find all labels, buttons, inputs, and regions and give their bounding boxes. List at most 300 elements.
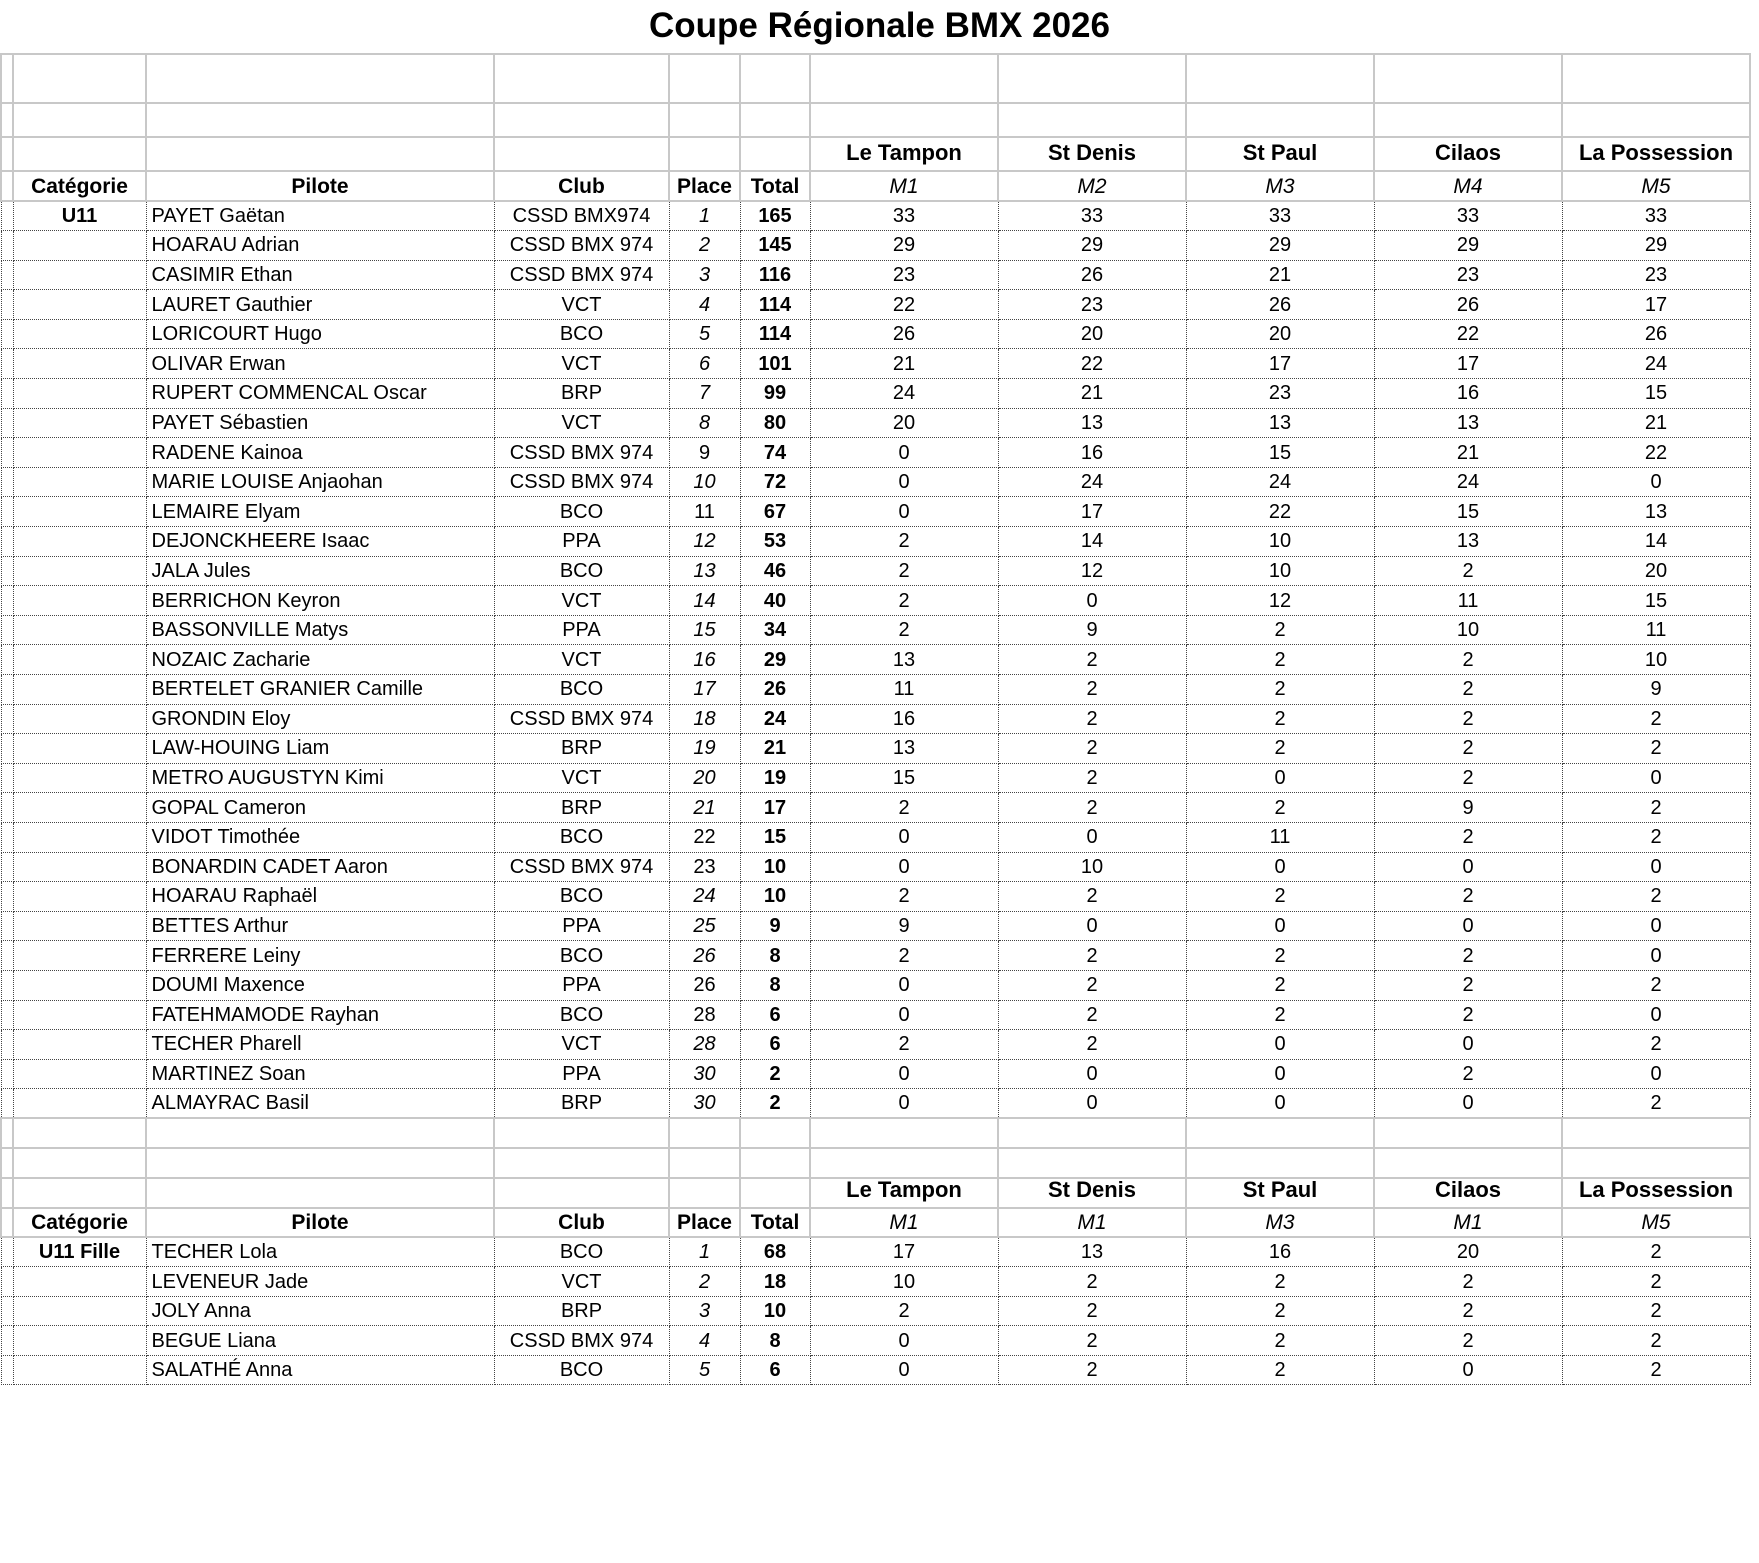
- score-cell[interactable]: 10: [998, 852, 1186, 882]
- score-cell[interactable]: 2: [810, 941, 998, 971]
- place-cell[interactable]: 19: [669, 734, 740, 764]
- score-cell[interactable]: 0: [1374, 1030, 1562, 1060]
- score-cell[interactable]: 2: [1374, 941, 1562, 971]
- category-cell[interactable]: [13, 734, 146, 764]
- score-cell[interactable]: 2: [1186, 1267, 1374, 1297]
- club-cell[interactable]: BCO: [494, 1355, 669, 1385]
- empty-cell[interactable]: [494, 137, 669, 171]
- pilot-cell[interactable]: MARIE LOUISE Anjaohan: [146, 467, 494, 497]
- score-cell[interactable]: 2: [1562, 970, 1750, 1000]
- score-cell[interactable]: 2: [1186, 882, 1374, 912]
- empty-cell[interactable]: [740, 1118, 810, 1148]
- score-cell[interactable]: 23: [1562, 260, 1750, 290]
- place-cell[interactable]: 15: [669, 615, 740, 645]
- score-cell[interactable]: 21: [1562, 408, 1750, 438]
- score-cell[interactable]: 21: [1186, 260, 1374, 290]
- place-cell[interactable]: 20: [669, 763, 740, 793]
- venue-header[interactable]: Le Tampon: [810, 1178, 998, 1208]
- score-cell[interactable]: 33: [1186, 201, 1374, 231]
- place-cell[interactable]: 4: [669, 290, 740, 320]
- score-cell[interactable]: 24: [1374, 467, 1562, 497]
- club-cell[interactable]: BCO: [494, 941, 669, 971]
- header-club[interactable]: Club: [494, 171, 669, 201]
- club-cell[interactable]: BRP: [494, 1089, 669, 1119]
- empty-cell[interactable]: [1, 408, 13, 438]
- pilot-cell[interactable]: GOPAL Cameron: [146, 793, 494, 823]
- category-cell[interactable]: [13, 260, 146, 290]
- score-cell[interactable]: 2: [998, 941, 1186, 971]
- empty-cell[interactable]: [146, 1178, 494, 1208]
- total-cell[interactable]: 68: [740, 1237, 810, 1267]
- total-cell[interactable]: 8: [740, 1326, 810, 1356]
- score-cell[interactable]: 2: [998, 1326, 1186, 1356]
- pilot-cell[interactable]: MARTINEZ Soan: [146, 1059, 494, 1089]
- empty-cell[interactable]: [1, 1148, 13, 1178]
- score-cell[interactable]: 2: [998, 1000, 1186, 1030]
- category-cell[interactable]: [13, 1089, 146, 1119]
- score-cell[interactable]: 2: [1562, 822, 1750, 852]
- score-cell[interactable]: 26: [1374, 290, 1562, 320]
- score-cell[interactable]: 9: [998, 615, 1186, 645]
- score-cell[interactable]: 2: [1374, 1326, 1562, 1356]
- empty-cell[interactable]: [1, 54, 13, 103]
- place-cell[interactable]: 12: [669, 527, 740, 557]
- empty-cell[interactable]: [810, 103, 998, 137]
- empty-cell[interactable]: [1374, 1118, 1562, 1148]
- score-cell[interactable]: 0: [1186, 763, 1374, 793]
- category-cell[interactable]: [13, 231, 146, 261]
- venue-header[interactable]: Le Tampon: [810, 137, 998, 171]
- score-cell[interactable]: 2: [1374, 882, 1562, 912]
- pilot-cell[interactable]: CASIMIR Ethan: [146, 260, 494, 290]
- score-cell[interactable]: 13: [998, 1237, 1186, 1267]
- club-cell[interactable]: PPA: [494, 615, 669, 645]
- empty-cell[interactable]: [1, 704, 13, 734]
- pilot-cell[interactable]: HOARAU Adrian: [146, 231, 494, 261]
- club-cell[interactable]: VCT: [494, 349, 669, 379]
- score-cell[interactable]: 2: [1186, 970, 1374, 1000]
- category-cell[interactable]: [13, 941, 146, 971]
- empty-cell[interactable]: [1, 1296, 13, 1326]
- empty-cell[interactable]: [1, 467, 13, 497]
- score-cell[interactable]: 0: [1186, 1059, 1374, 1089]
- club-cell[interactable]: PPA: [494, 911, 669, 941]
- score-cell[interactable]: 2: [1186, 1355, 1374, 1385]
- total-cell[interactable]: 53: [740, 527, 810, 557]
- empty-cell[interactable]: [998, 1118, 1186, 1148]
- score-cell[interactable]: 2: [1562, 793, 1750, 823]
- header-categorie[interactable]: Catégorie: [13, 1208, 146, 1237]
- empty-cell[interactable]: [1562, 103, 1750, 137]
- venue-header[interactable]: St Paul: [1186, 1178, 1374, 1208]
- pilot-cell[interactable]: FERRERE Leiny: [146, 941, 494, 971]
- score-cell[interactable]: 2: [1562, 882, 1750, 912]
- empty-cell[interactable]: [810, 1118, 998, 1148]
- total-cell[interactable]: 6: [740, 1030, 810, 1060]
- score-cell[interactable]: 0: [1374, 1089, 1562, 1119]
- pilot-cell[interactable]: JOLY Anna: [146, 1296, 494, 1326]
- club-cell[interactable]: BRP: [494, 1296, 669, 1326]
- score-cell[interactable]: 17: [1186, 349, 1374, 379]
- manche-header[interactable]: M1: [1374, 1208, 1562, 1237]
- empty-cell[interactable]: [494, 103, 669, 137]
- empty-cell[interactable]: [494, 1148, 669, 1178]
- category-cell[interactable]: [13, 911, 146, 941]
- score-cell[interactable]: 2: [998, 1296, 1186, 1326]
- header-place[interactable]: Place: [669, 171, 740, 201]
- empty-cell[interactable]: [1, 1059, 13, 1089]
- empty-cell[interactable]: [1562, 1118, 1750, 1148]
- manche-header[interactable]: M1: [810, 171, 998, 201]
- score-cell[interactable]: 2: [998, 793, 1186, 823]
- score-cell[interactable]: 2: [1186, 615, 1374, 645]
- score-cell[interactable]: 0: [810, 970, 998, 1000]
- category-cell[interactable]: [13, 467, 146, 497]
- pilot-cell[interactable]: BETTES Arthur: [146, 911, 494, 941]
- pilot-cell[interactable]: NOZAIC Zacharie: [146, 645, 494, 675]
- score-cell[interactable]: 23: [1374, 260, 1562, 290]
- category-cell[interactable]: [13, 1059, 146, 1089]
- category-cell[interactable]: [13, 822, 146, 852]
- empty-cell[interactable]: [1, 103, 13, 137]
- score-cell[interactable]: 2: [1374, 1296, 1562, 1326]
- empty-cell[interactable]: [1, 852, 13, 882]
- score-cell[interactable]: 0: [998, 1059, 1186, 1089]
- empty-cell[interactable]: [1, 319, 13, 349]
- club-cell[interactable]: BCO: [494, 497, 669, 527]
- header-club[interactable]: Club: [494, 1208, 669, 1237]
- empty-cell[interactable]: [1, 260, 13, 290]
- score-cell[interactable]: 23: [810, 260, 998, 290]
- empty-cell[interactable]: [1, 290, 13, 320]
- score-cell[interactable]: 0: [998, 1089, 1186, 1119]
- category-cell[interactable]: [13, 438, 146, 468]
- manche-header[interactable]: M5: [1562, 1208, 1750, 1237]
- category-cell[interactable]: [13, 970, 146, 1000]
- category-cell[interactable]: [13, 1355, 146, 1385]
- pilot-cell[interactable]: BONARDIN CADET Aaron: [146, 852, 494, 882]
- total-cell[interactable]: 29: [740, 645, 810, 675]
- place-cell[interactable]: 2: [669, 1267, 740, 1297]
- category-cell[interactable]: [13, 615, 146, 645]
- total-cell[interactable]: 17: [740, 793, 810, 823]
- empty-cell[interactable]: [1, 231, 13, 261]
- club-cell[interactable]: CSSD BMX 974: [494, 438, 669, 468]
- empty-cell[interactable]: [669, 137, 740, 171]
- empty-cell[interactable]: [1, 1178, 13, 1208]
- empty-cell[interactable]: [1, 438, 13, 468]
- score-cell[interactable]: 15: [1374, 497, 1562, 527]
- empty-cell[interactable]: [1, 1089, 13, 1119]
- empty-cell[interactable]: [494, 1178, 669, 1208]
- score-cell[interactable]: 10: [1562, 645, 1750, 675]
- club-cell[interactable]: VCT: [494, 763, 669, 793]
- score-cell[interactable]: 11: [810, 675, 998, 705]
- club-cell[interactable]: BRP: [494, 734, 669, 764]
- total-cell[interactable]: 114: [740, 319, 810, 349]
- category-cell[interactable]: [13, 379, 146, 409]
- score-cell[interactable]: 0: [1374, 1355, 1562, 1385]
- empty-cell[interactable]: [13, 1178, 146, 1208]
- empty-cell[interactable]: [1, 734, 13, 764]
- score-cell[interactable]: 29: [1562, 231, 1750, 261]
- category-cell[interactable]: [13, 675, 146, 705]
- score-cell[interactable]: 14: [998, 527, 1186, 557]
- score-cell[interactable]: 2: [1186, 645, 1374, 675]
- venue-header[interactable]: Cilaos: [1374, 137, 1562, 171]
- total-cell[interactable]: 72: [740, 467, 810, 497]
- total-cell[interactable]: 10: [740, 1296, 810, 1326]
- score-cell[interactable]: 20: [998, 319, 1186, 349]
- empty-cell[interactable]: [810, 54, 998, 103]
- score-cell[interactable]: 20: [1186, 319, 1374, 349]
- score-cell[interactable]: 2: [998, 704, 1186, 734]
- score-cell[interactable]: 17: [1374, 349, 1562, 379]
- score-cell[interactable]: 24: [810, 379, 998, 409]
- place-cell[interactable]: 3: [669, 1296, 740, 1326]
- place-cell[interactable]: 26: [669, 970, 740, 1000]
- empty-cell[interactable]: [740, 1148, 810, 1178]
- category-cell[interactable]: [13, 556, 146, 586]
- score-cell[interactable]: 0: [1562, 1000, 1750, 1030]
- score-cell[interactable]: 20: [1562, 556, 1750, 586]
- place-cell[interactable]: 30: [669, 1089, 740, 1119]
- empty-cell[interactable]: [1, 379, 13, 409]
- score-cell[interactable]: 20: [810, 408, 998, 438]
- empty-cell[interactable]: [1, 349, 13, 379]
- pilot-cell[interactable]: GRONDIN Eloy: [146, 704, 494, 734]
- venue-header[interactable]: Cilaos: [1374, 1178, 1562, 1208]
- pilot-cell[interactable]: FATEHMAMODE Rayhan: [146, 1000, 494, 1030]
- score-cell[interactable]: 2: [998, 675, 1186, 705]
- pilot-cell[interactable]: TECHER Lola: [146, 1237, 494, 1267]
- pilot-cell[interactable]: BERRICHON Keyron: [146, 586, 494, 616]
- score-cell[interactable]: 12: [1186, 586, 1374, 616]
- empty-cell[interactable]: [669, 103, 740, 137]
- category-cell[interactable]: [13, 527, 146, 557]
- pilot-cell[interactable]: LEVENEUR Jade: [146, 1267, 494, 1297]
- score-cell[interactable]: 26: [1186, 290, 1374, 320]
- empty-cell[interactable]: [1, 615, 13, 645]
- score-cell[interactable]: 24: [1562, 349, 1750, 379]
- total-cell[interactable]: 116: [740, 260, 810, 290]
- total-cell[interactable]: 165: [740, 201, 810, 231]
- category-cell[interactable]: [13, 586, 146, 616]
- empty-cell[interactable]: [740, 1178, 810, 1208]
- score-cell[interactable]: 0: [1562, 852, 1750, 882]
- place-cell[interactable]: 3: [669, 260, 740, 290]
- empty-cell[interactable]: [1, 556, 13, 586]
- score-cell[interactable]: 2: [1562, 1355, 1750, 1385]
- category-cell[interactable]: [13, 290, 146, 320]
- score-cell[interactable]: 2: [1562, 1030, 1750, 1060]
- pilot-cell[interactable]: LAURET Gauthier: [146, 290, 494, 320]
- score-cell[interactable]: 11: [1374, 586, 1562, 616]
- header-total[interactable]: Total: [740, 1208, 810, 1237]
- score-cell[interactable]: 0: [1562, 941, 1750, 971]
- place-cell[interactable]: 4: [669, 1326, 740, 1356]
- empty-cell[interactable]: [146, 137, 494, 171]
- club-cell[interactable]: BCO: [494, 675, 669, 705]
- club-cell[interactable]: VCT: [494, 586, 669, 616]
- place-cell[interactable]: 23: [669, 852, 740, 882]
- score-cell[interactable]: 10: [1374, 615, 1562, 645]
- category-cell[interactable]: [13, 1267, 146, 1297]
- score-cell[interactable]: 17: [1562, 290, 1750, 320]
- score-cell[interactable]: 2: [1374, 1000, 1562, 1030]
- total-cell[interactable]: 46: [740, 556, 810, 586]
- pilot-cell[interactable]: DOUMI Maxence: [146, 970, 494, 1000]
- score-cell[interactable]: 2: [1374, 1059, 1562, 1089]
- score-cell[interactable]: 2: [1562, 1326, 1750, 1356]
- score-cell[interactable]: 2: [1374, 734, 1562, 764]
- score-cell[interactable]: 2: [1186, 1000, 1374, 1030]
- empty-cell[interactable]: [669, 1178, 740, 1208]
- score-cell[interactable]: 2: [1186, 793, 1374, 823]
- place-cell[interactable]: 11: [669, 497, 740, 527]
- total-cell[interactable]: 2: [740, 1059, 810, 1089]
- score-cell[interactable]: 0: [998, 911, 1186, 941]
- pilot-cell[interactable]: METRO AUGUSTYN Kimi: [146, 763, 494, 793]
- score-cell[interactable]: 2: [1186, 734, 1374, 764]
- venue-header[interactable]: St Denis: [998, 137, 1186, 171]
- empty-cell[interactable]: [1186, 103, 1374, 137]
- score-cell[interactable]: 11: [1562, 615, 1750, 645]
- place-cell[interactable]: 22: [669, 822, 740, 852]
- empty-cell[interactable]: [146, 1148, 494, 1178]
- place-cell[interactable]: 6: [669, 349, 740, 379]
- category-cell[interactable]: [13, 1326, 146, 1356]
- score-cell[interactable]: 0: [1562, 467, 1750, 497]
- score-cell[interactable]: 22: [810, 290, 998, 320]
- score-cell[interactable]: 33: [810, 201, 998, 231]
- category-cell[interactable]: [13, 852, 146, 882]
- manche-header[interactable]: M5: [1562, 171, 1750, 201]
- score-cell[interactable]: 13: [810, 645, 998, 675]
- total-cell[interactable]: 145: [740, 231, 810, 261]
- pilot-cell[interactable]: OLIVAR Erwan: [146, 349, 494, 379]
- total-cell[interactable]: 8: [740, 970, 810, 1000]
- category-cell[interactable]: [13, 645, 146, 675]
- score-cell[interactable]: 26: [1562, 319, 1750, 349]
- score-cell[interactable]: 2: [810, 1030, 998, 1060]
- score-cell[interactable]: 0: [1562, 911, 1750, 941]
- empty-cell[interactable]: [1, 645, 13, 675]
- empty-cell[interactable]: [998, 103, 1186, 137]
- empty-cell[interactable]: [1186, 1118, 1374, 1148]
- score-cell[interactable]: 2: [1562, 1267, 1750, 1297]
- total-cell[interactable]: 74: [740, 438, 810, 468]
- score-cell[interactable]: 29: [1186, 231, 1374, 261]
- pilot-cell[interactable]: BASSONVILLE Matys: [146, 615, 494, 645]
- score-cell[interactable]: 2: [810, 527, 998, 557]
- venue-header[interactable]: La Possession: [1562, 1178, 1750, 1208]
- empty-cell[interactable]: [1, 822, 13, 852]
- place-cell[interactable]: 25: [669, 911, 740, 941]
- club-cell[interactable]: PPA: [494, 1059, 669, 1089]
- empty-cell[interactable]: [1, 1355, 13, 1385]
- score-cell[interactable]: 0: [810, 497, 998, 527]
- club-cell[interactable]: PPA: [494, 527, 669, 557]
- club-cell[interactable]: BRP: [494, 793, 669, 823]
- place-cell[interactable]: 28: [669, 1000, 740, 1030]
- score-cell[interactable]: 0: [1186, 852, 1374, 882]
- score-cell[interactable]: 2: [1374, 704, 1562, 734]
- empty-cell[interactable]: [494, 54, 669, 103]
- club-cell[interactable]: VCT: [494, 645, 669, 675]
- empty-cell[interactable]: [1, 970, 13, 1000]
- score-cell[interactable]: 2: [1562, 1296, 1750, 1326]
- empty-cell[interactable]: [1, 1000, 13, 1030]
- total-cell[interactable]: 2: [740, 1089, 810, 1119]
- score-cell[interactable]: 2: [998, 1030, 1186, 1060]
- place-cell[interactable]: 1: [669, 1237, 740, 1267]
- total-cell[interactable]: 15: [740, 822, 810, 852]
- club-cell[interactable]: VCT: [494, 1030, 669, 1060]
- total-cell[interactable]: 10: [740, 852, 810, 882]
- score-cell[interactable]: 15: [810, 763, 998, 793]
- score-cell[interactable]: 2: [998, 882, 1186, 912]
- category-cell[interactable]: [13, 793, 146, 823]
- score-cell[interactable]: 2: [1186, 941, 1374, 971]
- empty-cell[interactable]: [1, 675, 13, 705]
- score-cell[interactable]: 0: [810, 1089, 998, 1119]
- club-cell[interactable]: BCO: [494, 822, 669, 852]
- empty-cell[interactable]: [740, 54, 810, 103]
- empty-cell[interactable]: [13, 1118, 146, 1148]
- place-cell[interactable]: 26: [669, 941, 740, 971]
- header-place[interactable]: Place: [669, 1208, 740, 1237]
- score-cell[interactable]: 2: [1374, 763, 1562, 793]
- score-cell[interactable]: 13: [1562, 497, 1750, 527]
- empty-cell[interactable]: [146, 54, 494, 103]
- score-cell[interactable]: 17: [810, 1237, 998, 1267]
- empty-cell[interactable]: [146, 103, 494, 137]
- empty-cell[interactable]: [1, 1030, 13, 1060]
- empty-cell[interactable]: [669, 54, 740, 103]
- empty-cell[interactable]: [146, 1118, 494, 1148]
- score-cell[interactable]: 0: [810, 1000, 998, 1030]
- category-cell[interactable]: [13, 704, 146, 734]
- score-cell[interactable]: 15: [1562, 379, 1750, 409]
- score-cell[interactable]: 2: [1562, 1237, 1750, 1267]
- place-cell[interactable]: 21: [669, 793, 740, 823]
- venue-header[interactable]: St Denis: [998, 1178, 1186, 1208]
- category-cell[interactable]: [13, 349, 146, 379]
- score-cell[interactable]: 2: [810, 793, 998, 823]
- score-cell[interactable]: 2: [1374, 645, 1562, 675]
- total-cell[interactable]: 8: [740, 941, 810, 971]
- empty-cell[interactable]: [1, 137, 13, 171]
- empty-cell[interactable]: [1562, 54, 1750, 103]
- manche-header[interactable]: M3: [1186, 1208, 1374, 1237]
- category-cell[interactable]: [13, 882, 146, 912]
- score-cell[interactable]: 26: [998, 260, 1186, 290]
- venue-header[interactable]: St Paul: [1186, 137, 1374, 171]
- empty-cell[interactable]: [1, 882, 13, 912]
- total-cell[interactable]: 101: [740, 349, 810, 379]
- manche-header[interactable]: M1: [998, 1208, 1186, 1237]
- place-cell[interactable]: 5: [669, 319, 740, 349]
- score-cell[interactable]: 29: [998, 231, 1186, 261]
- score-cell[interactable]: 13: [1374, 527, 1562, 557]
- score-cell[interactable]: 11: [1186, 822, 1374, 852]
- score-cell[interactable]: 21: [810, 349, 998, 379]
- club-cell[interactable]: CSSD BMX 974: [494, 852, 669, 882]
- score-cell[interactable]: 0: [810, 822, 998, 852]
- empty-cell[interactable]: [1, 497, 13, 527]
- score-cell[interactable]: 0: [1374, 852, 1562, 882]
